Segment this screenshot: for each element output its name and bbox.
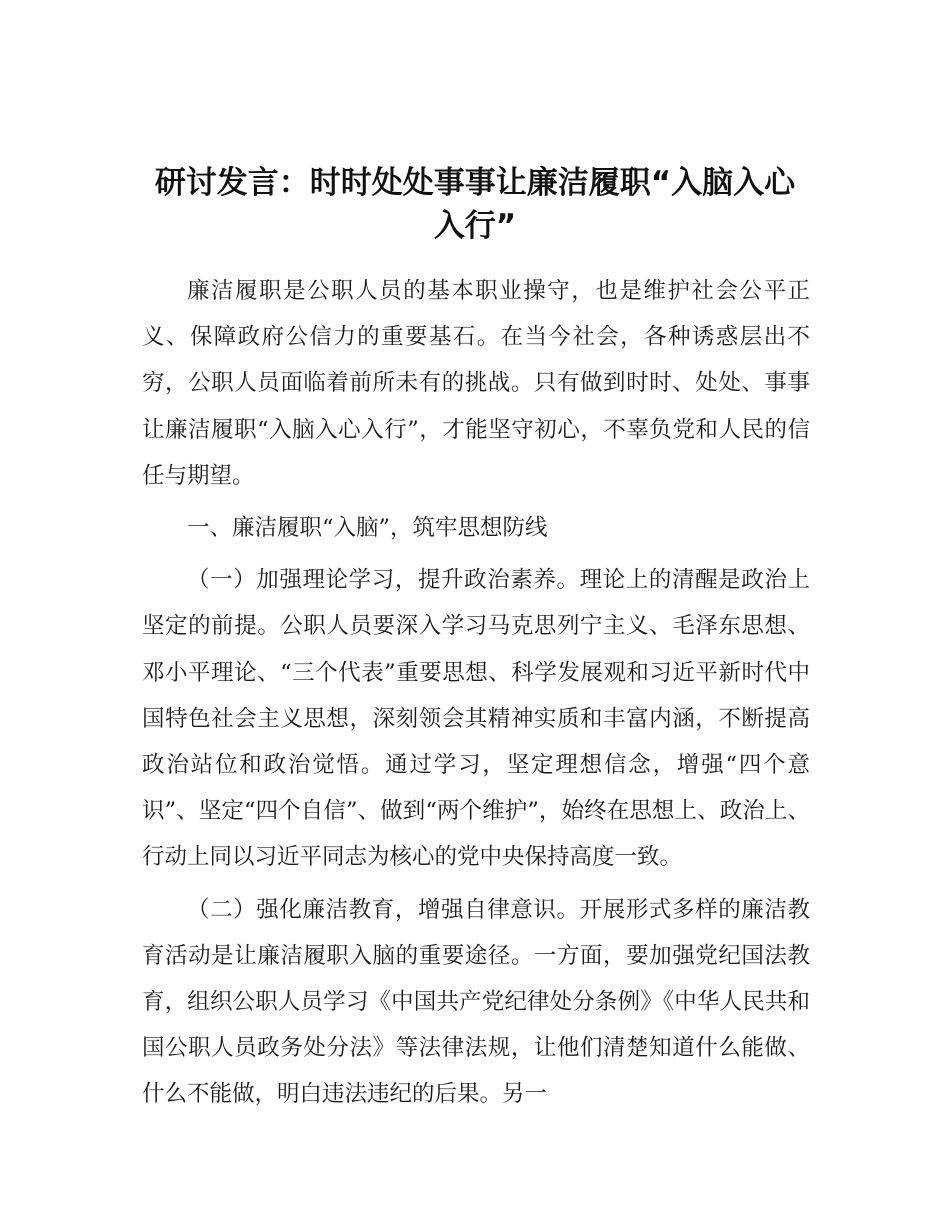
paragraph-1-2: （二）强化廉洁教育，增强自律意识。开展形式多样的廉洁教育活动是让廉洁履职入脑的重要途径。一方面，要加强党纪国法教育，组织公职人员学习《中国共产党纪律处分条例》《中华人民共和国公职人员政务处分法》等法律法规，让他们清楚知道什么能做、什么不能做，明白违法违纪的后果。另一 [142,896,810,1108]
section-heading-1: 一、廉洁履职“入脑”，筑牢思想防线 [187,515,548,542]
document-body [142,268,810,1118]
document-title: 研讨发言：时时处处事事让廉洁履职“入脑入心入行” [154,165,796,244]
intro-paragraph: 廉洁履职是公职人员的基本职业操守，也是维护社会公平正义、保障政府公信力的重要基石。在当今社会，各种诱惑层出不穷，公职人员面临着前所未有的挑战。只有做到时时、处处、事事让廉洁履职“入脑入心入行”，才能坚守初心，不辜负党和人民的信任与期望。 [142,278,810,489]
paragraph-1-1: （一）加强理论学习，提升政治素养。理论上的清醒是政治上坚定的前提。公职人员要深入学习马克思列宁主义、毛泽东思想、邓小平理论、“三个代表”重要思想、科学发展观和习近平新时代中国特色社会主义思想，深刻领会其精神实质和丰富内涵，不断提高政治站位和政治觉悟。通过学习，坚定理想信念，增强“四个意识”、坚定“四个自信”、做到“两个维护”，始终在思想上、政治上、行动上同以习近平同志为核心的党中央保持高度一致。 [142,567,810,871]
